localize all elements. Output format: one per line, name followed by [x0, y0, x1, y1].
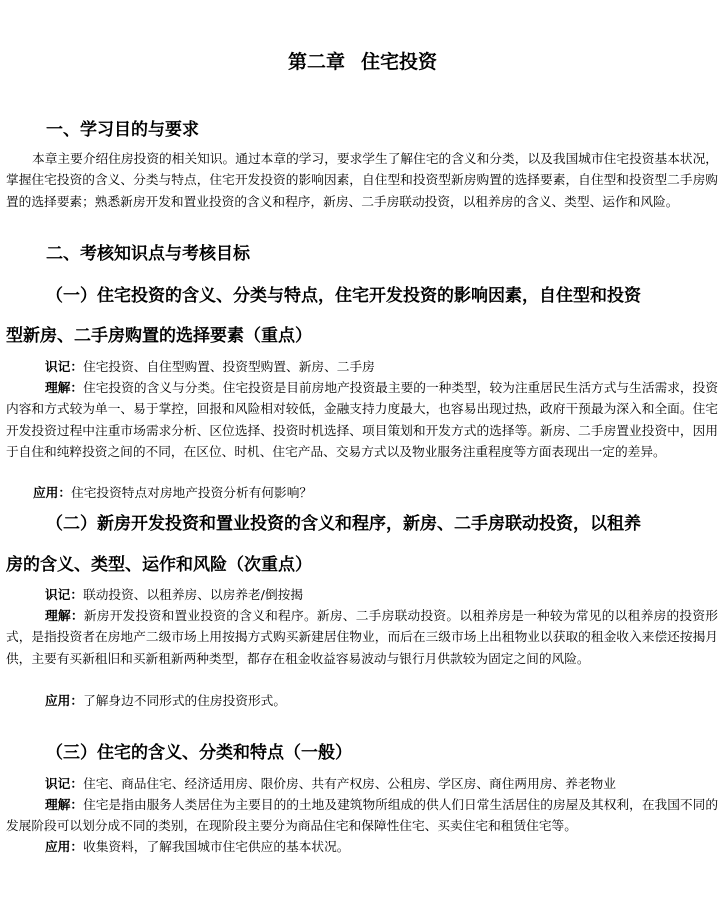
topic1-heading-line1: （一）住宅投资的含义、分类与特点，住宅开发投资的影响因素，自住型和投资: [46, 286, 641, 306]
topic1-heading-line2: 型新房、二手房购置的选择要素（重点）: [6, 326, 312, 346]
memorize-text: 住宅投资、自住型购置、投资型购置、新房、二手房: [83, 359, 375, 374]
memorize-label: 识记：: [45, 587, 84, 602]
topic2-memorize-row: [45, 584, 303, 605]
memorize-text: 住宅、商品住宅、经济适用房、限价房、共有产权房、公租房、学区房、商住两用房、养老物业: [83, 776, 616, 791]
apply-text: 了解身边不同形式的住房投资形式。: [83, 693, 287, 708]
section-heading-objectives: 一、学习目的与要求: [46, 120, 199, 140]
apply-label: 应用：: [45, 839, 84, 854]
topic3-understand-paragraph: [6, 794, 718, 837]
topic1-apply-row: [33, 482, 312, 503]
topic3-heading: （三）住宅的含义、分类和特点（一般）: [46, 743, 352, 763]
apply-label: 应用：: [33, 485, 72, 500]
apply-label: 应用：: [45, 693, 84, 708]
apply-text: 收集资料，了解我国城市住宅供应的基本状况。: [83, 839, 350, 854]
memorize-label: 识记：: [45, 359, 84, 374]
topic2-heading-line1: （二）新房开发投资和置业投资的含义和程序，新房、二手房联动投资，以租养: [46, 514, 641, 534]
apply-text: 住宅投资特点对房地产投资分析有何影响？: [71, 485, 313, 500]
understand-text: 住宅是指由服务人类居住为主要目的的土地及建筑物所组成的供人们日常生活居住的房屋及其权利，在我国不同的发展阶段可以划分成不同的类别，在现阶段主要分为商品住宅和保障性住宅、买卖住宅和租赁住宅等。: [6, 797, 719, 834]
topic2-heading-line2: 房的含义、类型、运作和风险（次重点）: [6, 555, 312, 575]
memorize-text: 联动投资、以租养房、以房养老/倒按揭: [83, 587, 304, 602]
topic3-memorize-row: [45, 773, 616, 794]
understand-label: 理解：: [45, 797, 84, 812]
memorize-label: 识记：: [45, 776, 84, 791]
topic1-understand-paragraph: [6, 377, 718, 462]
understand-text: 住宅投资的含义与分类。住宅投资是目前房地产投资最主要的一种类型，较为注重居民生活方式与生活需求，投资内容和方式较为单一、易于掌控，回报和风险相对较低，金融支持力度最大，也容易出现过热，政府干预最为深入和全面。住宅开发投资过程中注重市场需求分析、区位选择、投资时机选择、项目策划和开发方式的选择等。新房、二手房置业投资中，因用于自住和纯粹投资之间的不同，在区位、时机、住宅产品、交易方式以及物业服务注重程度等方面表现出一定的差异。: [6, 380, 719, 459]
chapter-number: 第二章: [287, 51, 345, 73]
topic2-apply-row: [45, 690, 286, 711]
understand-label: 理解：: [45, 380, 84, 395]
section-heading-assessment: 二、考核知识点与考核目标: [46, 244, 250, 264]
chapter-name: 住宅投资: [361, 51, 438, 73]
objectives-paragraph: 本章主要介绍住房投资的相关知识。通过本章的学习，要求学生了解住宅的含义和分类，以及我国城市住宅投资基本状况，掌握住宅投资的含义、分类与特点，住宅开发投资的影响因素，自住型和投资型新房购置的选择要素，自住型和投资型二手房购置的选择要素；熟悉新房开发和置业投资的含义和程序，新房、二手房联动投资，以租养房的含义、类型、运作和风险。: [6, 151, 718, 209]
topic2-understand-paragraph: [6, 605, 718, 669]
understand-text: 新房开发投资和置业投资的含义和程序。新房、二手房联动投资。以租养房是一种较为常见的以租养房的投资形式，是指投资者在房地产二级市场上用按揭方式购买新建居住物业，而后在三级市场上出租物业以获取的租金收入来偿还按揭月供，主要有买新租旧和买新租新两种类型，都存在租金收益容易波动与银行月供款较为固定之间的风险。: [6, 608, 718, 666]
understand-label: 理解：: [45, 608, 84, 623]
chapter-title: [0, 48, 725, 76]
topic1-memorize-row: [45, 356, 375, 377]
topic3-apply-row: [45, 836, 350, 857]
